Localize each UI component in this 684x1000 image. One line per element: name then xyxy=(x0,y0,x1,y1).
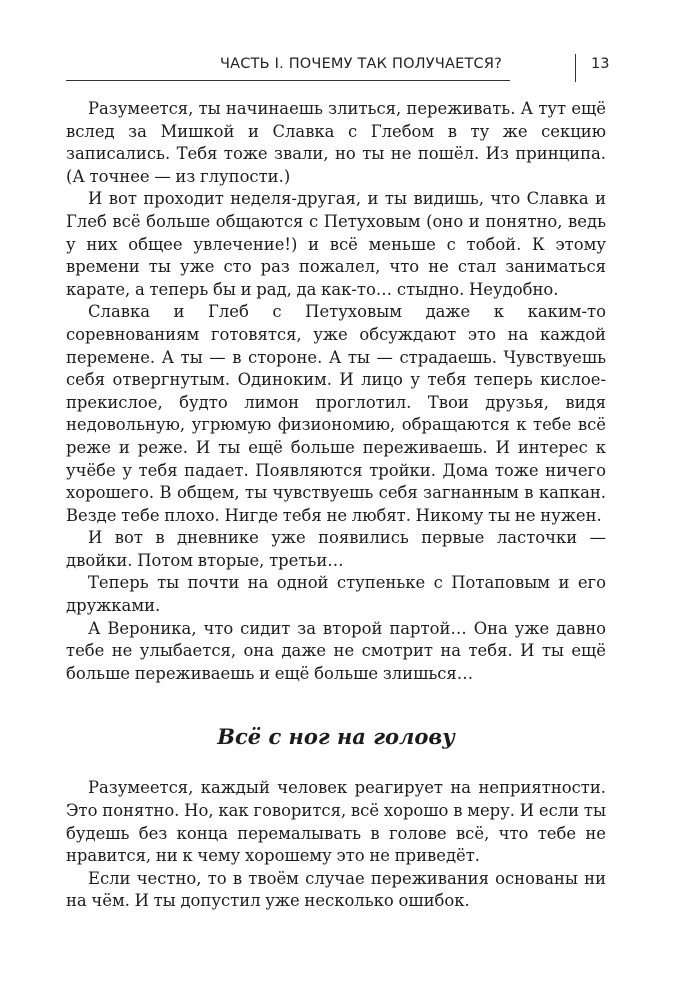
header-separator xyxy=(575,54,576,82)
page-number: 13 xyxy=(591,56,610,72)
paragraph: Если честно, то в твоём случае переживания основаны ни на чём. И ты допустил уже несколько ошибок. xyxy=(66,868,606,911)
body-text xyxy=(66,98,606,913)
paragraph: Разумеется, ты начинаешь злиться, переживать. А тут ещё вслед за Мишкой и Славка с Глебом в ту же секцию записались. Тебя тоже звали, но ты не пошёл. Из принципа. (А точнее — из глупости.) xyxy=(66,99,606,186)
paragraph: И вот в дневнике уже появились первые ласточки — двойки. Потом вторые, третьи… xyxy=(66,528,606,570)
section-heading: Всё с ног на голову xyxy=(217,724,455,750)
paragraph: А Вероника, что сидит за второй партой… Она уже давно тебе не улыбается, она даже не смотрит на тебя. И ты ещё больше переживаешь и ещё больше злишься… xyxy=(66,618,606,683)
header-rule xyxy=(66,80,510,81)
paragraph: Славка и Глеб с Петуховым даже к каким-то соревнованиям готовятся, уже обсуждают это на каждой перемене. А ты — в стороне. А ты — страдаешь. Чувствуешь себя отвергнутым. Одиноким. И лицо у тебя теперь кислое-прекислое, будто лимон проглотил. Твои друзья, видя недовольную, угрюмую физиономию, обращаются к тебе всё реже и реже. И ты ещё больше переживаешь. И интерес к учёбе у тебя падает. Появляются тройки. Дома тоже ничего хорошего. В общем, ты чувствуешь себя загнанным в капкан. Везде тебе плохо. Нигде тебя не любят. Никому ты не нужен. xyxy=(66,302,606,525)
paragraph: Теперь ты почти на одной ступеньке с Потаповым и его дружками. xyxy=(66,573,606,616)
running-title: ЧАСТЬ I. ПОЧЕМУ ТАК ПОЛУЧАЕТСЯ? xyxy=(220,56,502,72)
running-header xyxy=(66,52,632,82)
paragraph: И вот проходит неделя-другая, и ты видишь, что Славка и Глеб всё больше общаются с Петуховым (оно и понятно, ведь у них общее увлечение!) и всё меньше с тобой. К этому времени ты уже сто раз пожалел, что не стал заниматься карате, а теперь бы и рад, да как-то… стыдно. Неудобно. xyxy=(66,189,606,299)
paragraph: Разумеется, каждый человек реагирует на неприятности. Это понятно. Но, как говорится, всё хорошо в меру. И если ты будешь без конца перемалывать в голове всё, что тебе не нравится, ни к чему хорошему это не приведёт. xyxy=(66,778,606,866)
